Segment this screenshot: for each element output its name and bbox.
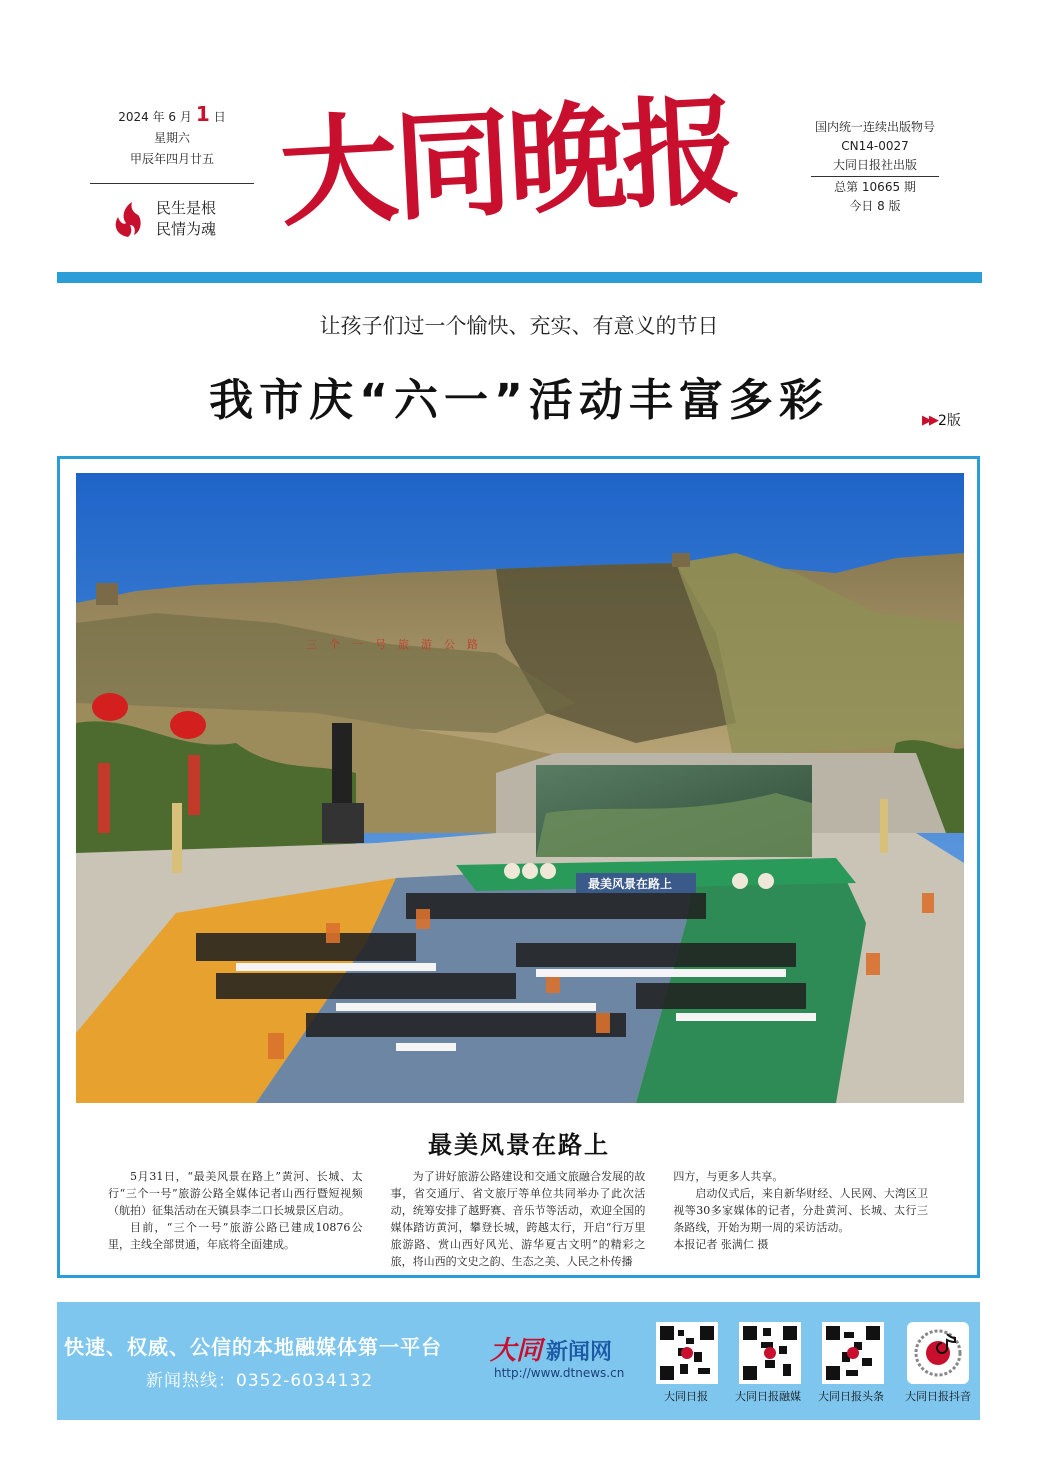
article-column-3 — [673, 1168, 928, 1270]
qr-code-icon[interactable] — [739, 1322, 801, 1384]
issue-number: 总第 10665 期 — [834, 180, 916, 194]
paragraph: 启动仪式后，来自新华财经、人民网、大湾区卫视等30多家媒体的记者，分赴黄河、长城、太行三条路线，开始为期一周的采访活动。 — [673, 1187, 929, 1234]
date-day: 1 — [195, 102, 210, 126]
paragraph: 5月31日，“最美风景在路上”黄河、长城、太行“三个一号”旅游公路全媒体记者山西行暨短视频（航拍）征集活动在天镇县李二口长城景区启动。 — [108, 1170, 363, 1217]
headline-kicker: 让孩子们过一个愉快、充实、有意义的节日 — [319, 314, 719, 338]
paragraph: 目前，“三个一号”旅游公路已建成10876公里，主线全部贯通，年底将全面建成。 — [108, 1221, 363, 1251]
date-prefix: 2024 年 6 月 — [118, 110, 192, 124]
pub-divider — [811, 176, 939, 177]
qr-label: 大同日报抖音 — [905, 1390, 971, 1403]
douyin-qr-icon[interactable] — [907, 1322, 969, 1384]
slogan-line-1: 民生是根 — [156, 199, 217, 217]
main-headline: 我市庆“六一”活动丰富多彩 — [209, 375, 829, 426]
newspaper-title: 大同晚报 — [276, 80, 740, 243]
article-body — [108, 1168, 928, 1270]
site-logo[interactable] — [490, 1330, 612, 1367]
pub-serial-label: 国内统一连续出版物号 — [814, 120, 935, 134]
weekday: 星期六 — [153, 131, 190, 145]
qr-code-icon[interactable] — [822, 1322, 884, 1384]
stage-banner: 最美风景在路上 — [588, 877, 673, 891]
page-jump-label: 2版 — [938, 413, 961, 429]
qr-label: 大同日报 — [664, 1390, 708, 1403]
date-suffix: 日 — [213, 110, 226, 124]
hill-sign: 三个一号旅游公路 — [306, 638, 490, 651]
paragraph: 四方，与更多人共享。 — [673, 1170, 784, 1183]
double-arrow-icon: ▶▶ — [922, 412, 936, 428]
byline: 本报记者 张满仁 摄 — [673, 1238, 769, 1251]
publication-info — [800, 118, 950, 216]
paragraph: 为了讲好旅游公路建设和交通文旅融合发展的故事，省交通厅、省文旅厅等单位共同举办了此次活动，统筹安排了越野赛、音乐节等活动，欢迎全国的媒体踏访黄河，攀登长城，跨越太行，开启“行万里旅游路、赏山西好风光、游华夏古文明”的精彩之旅，将山西的文史之韵、生态之美、人民之朴传播 — [390, 1170, 646, 1268]
site-name-red: 大同 — [490, 1336, 543, 1366]
masthead-band — [57, 272, 982, 283]
qr-label: 大同日报头条 — [818, 1390, 884, 1403]
site-url-link[interactable]: http://www.dtnews.cn — [494, 1366, 625, 1380]
slogan — [108, 198, 216, 240]
pub-serial-number: CN14-0027 — [841, 139, 909, 153]
date-divider — [90, 183, 254, 184]
news-photo — [76, 473, 964, 1103]
qr-label: 大同日报融媒 — [735, 1390, 801, 1403]
event-scene-illustration — [76, 473, 964, 1103]
site-name-blue: 新闻网 — [546, 1340, 613, 1365]
article-column-2 — [391, 1168, 646, 1270]
page-jump-link[interactable] — [922, 410, 961, 430]
slogan-line-2: 民情为魂 — [156, 220, 217, 238]
publisher: 大同日报社出版 — [832, 158, 917, 172]
date-block — [92, 104, 252, 170]
article-column-1 — [108, 1168, 363, 1270]
qr-code-icon[interactable] — [656, 1322, 718, 1384]
page-count: 今日 8 版 — [849, 199, 901, 213]
flame-logo-icon — [108, 199, 148, 239]
news-hotline: 新闻热线：0352-6034132 — [146, 1371, 374, 1391]
photo-caption-title: 最美风景在路上 — [428, 1131, 610, 1159]
footer-slogan: 快速、权威、公信的本地融媒体第一平台 — [64, 1335, 442, 1359]
lunar-date: 甲辰年四月廿五 — [129, 152, 214, 166]
